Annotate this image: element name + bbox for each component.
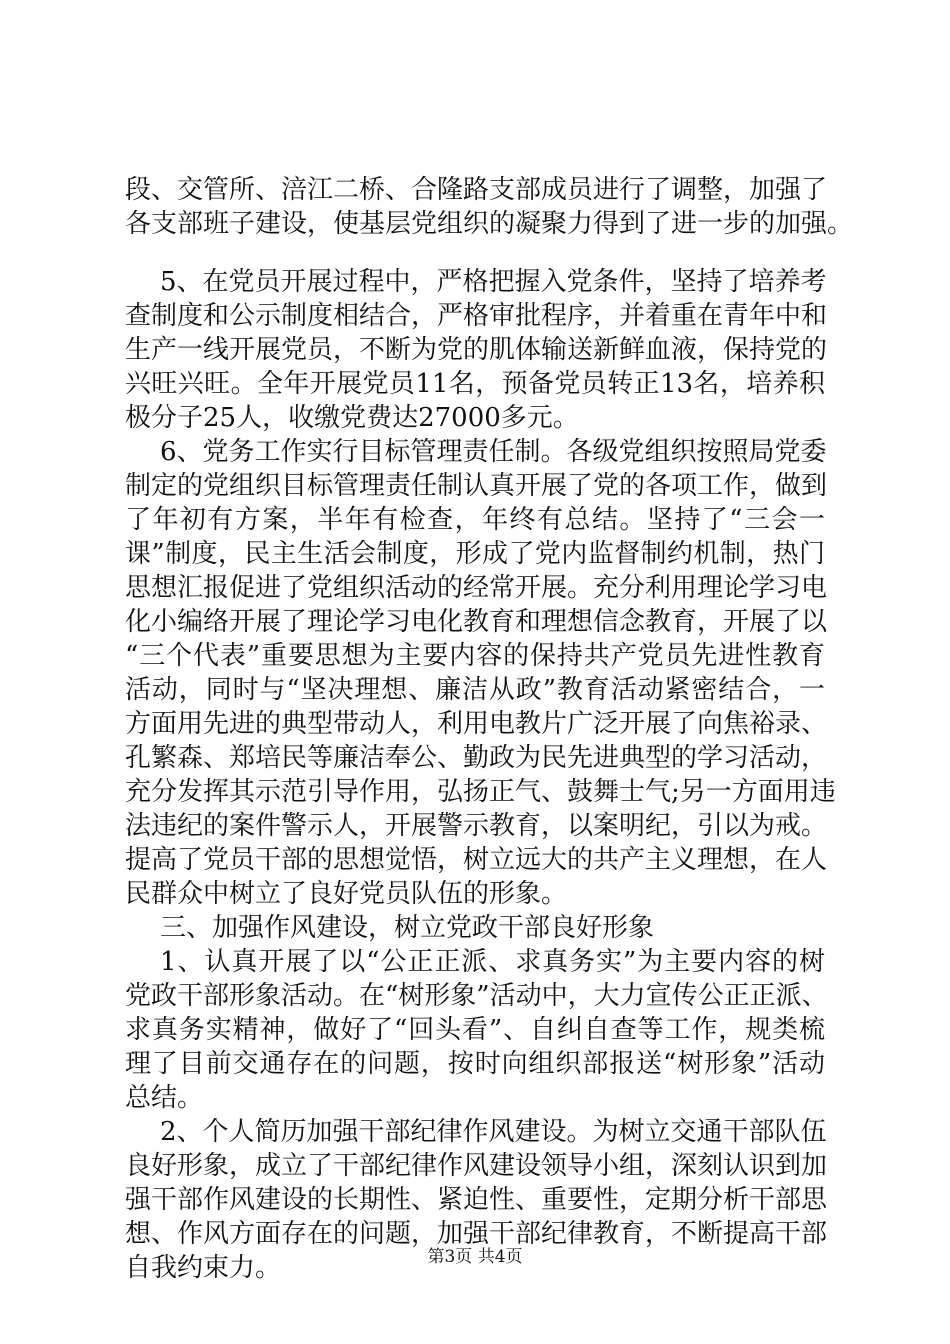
text-line: 总结。 (125, 1083, 204, 1113)
text-line: 2、个人简历加强干部纪律作风建设。为树立交通干部队伍 (160, 1117, 827, 1147)
text-line: 兴旺兴旺。全年开展党员11名，预备党员转正13名，培养积 (125, 369, 825, 399)
text-line: 各支部班子建设，使基层党组织的凝聚力得到了进一步的加强。 (125, 209, 854, 239)
text-line: 求真务实精神，做好了“回头看”、自纠自查等工作，规类梳 (125, 1015, 825, 1045)
paragraph-gap (125, 241, 825, 265)
text-line: 极分子25人，收缴党费达27000多元。 (125, 403, 579, 433)
text-line: 法违纪的案件警示人，开展警示教育，以案明纪，引以为戒。 (125, 811, 828, 841)
text-line: 段、交管所、涪江二桥、合隆路支部成员进行了调整，加强了 (125, 175, 828, 205)
text-line: 查制度和公示制度相结合，严格审批程序，并着重在青年中和 (125, 301, 828, 331)
text-line: 理了目前交通存在的问题，按时向组织部报送“树形象”活动 (125, 1049, 825, 1079)
text-line: 思想汇报促进了党组织活动的经常开展。充分利用理论学习电 (125, 573, 828, 603)
text-line: 民群众中树立了良好党员队伍的形象。 (125, 879, 568, 909)
text-line: 孔繁森、郑培民等廉洁奉公、勤政为民先进典型的学习活动， (125, 743, 828, 773)
paragraph (125, 265, 828, 435)
page-footer: 第3页 共4页 (427, 1247, 523, 1267)
text-line: 强干部作风建设的长期性、紧迫性、重要性，定期分析干部思 (125, 1185, 828, 1215)
text-line: 自我约束力。 (125, 1253, 282, 1283)
paragraph (125, 911, 825, 945)
text-line: 生产一线开展党员，不断为党的肌体输送新鲜血液，保持党的 (125, 335, 828, 365)
text-line: 充分发挥其示范引导作用，弘扬正气、鼓舞士气;另一方面用违 (125, 777, 836, 807)
paragraph (125, 945, 828, 1115)
text-line: 党政干部形象活动。在“树形象”活动中，大力宣传公正正派、 (125, 981, 828, 1011)
text-line: 化小编络开展了理论学习电化教育和理想信念教育，开展了以 (125, 607, 828, 637)
text-line: 良好形象，成立了干部纪律作风建设领导小组，深刻认识到加 (125, 1151, 828, 1181)
text-line: 6、党务工作实行目标管理责任制。各级党组织按照局党委 (160, 437, 827, 467)
text-line: 想、作风方面存在的问题，加强干部纪律教育，不断提高干部 (125, 1219, 828, 1249)
paragraph (125, 435, 836, 911)
text-line: “三个代表”重要思想为主要内容的保持共产党员先进性教育 (125, 641, 825, 671)
paragraph (125, 173, 854, 241)
document-body (125, 173, 854, 1285)
text-line: 了年初有方案，半年有检查，年终有总结。坚持了“三会一 (125, 505, 825, 535)
text-line: 活动，同时与“坚决理想、廉洁从政”教育活动紧密结合，一 (125, 675, 825, 705)
text-line: 三、加强作风建设，树立党政干部良好形象 (160, 913, 655, 943)
text-line: 提高了党员干部的思想觉悟，树立远大的共产主义理想，在人 (125, 845, 828, 875)
text-line: 5、在党员开展过程中，严格把握入党条件，坚持了培养考 (160, 267, 827, 297)
text-line: 课”制度，民主生活会制度，形成了党内监督制约机制，热门 (125, 539, 825, 569)
text-line: 方面用先进的典型带动人，利用电教片广泛开展了向焦裕录、 (125, 709, 828, 739)
text-line: 制定的党组织目标管理责任制认真开展了党的各项工作，做到 (125, 471, 828, 501)
text-line: 1、认真开展了以“公正正派、求真务实”为主要内容的树 (160, 947, 825, 977)
